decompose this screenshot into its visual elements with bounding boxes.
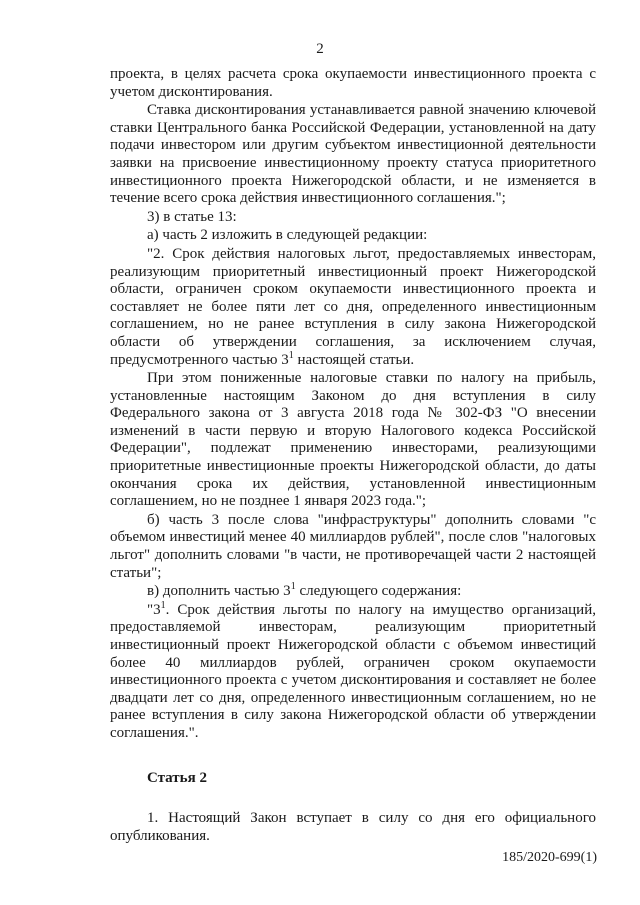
paragraph — [110, 227, 596, 245]
paragraph — [110, 599, 596, 743]
paragraph-text: б) часть 3 после слова "инфраструктуры" дополнить словами "с объемом инвестиций менее 40 миллиардов рублей", после слов "налоговых льгот" дополнить словами "в части, не противоречащей части 2 настоящей статьи"; — [110, 511, 596, 581]
paragraph-text: проекта, в целях расчета срока окупаемости инвестиционного проекта с учетом дисконтирования. — [110, 66, 596, 100]
paragraph — [110, 66, 596, 101]
paragraph-text: "2. Срок действия налоговых льгот, предоставляемых инвесторам, реализующим приоритетный инвестиционный проект Нижегородской области, ограничен сроком окупаемости инвестиционного проекта и составляет не более пяти лет со дня, определенного инвестиционным соглашением, но не ранее вступления в силу закона Нижегородской области об утверждении соглашения, за исключением случая, предусмотренного частью 3 — [110, 245, 596, 368]
article-2-paragraph: 1. Настоящий Закон вступает в силу со дня его официального опубликования. — [110, 810, 596, 844]
article-2-text-block — [110, 810, 596, 845]
paragraph — [110, 209, 596, 227]
paragraph-text-continued: . Срок действия льготы по налогу на имущество организаций, предоставляемой инвесторам, реализующим приоритетный инвестиционный проект Нижегородской области с объемом инвестиций более 40 миллиардов рублей, ограничен сроком окупаемости инвестиционного проекта с учетом дисконтирования и составляет не более двадцати лет со дня, определенного инвестиционным соглашением, но не ранее вступления в силу закона Нижегородской области об утверждении соглашения.". — [110, 601, 596, 741]
paragraph-text: в) дополнить частью 3 — [147, 583, 291, 600]
superscript: 1 — [290, 581, 296, 593]
paragraph-text: При этом пониженные налоговые ставки по налогу на прибыль, установленные настоящим Законом до дня вступления в силу Федерального закона от 3 августа 2018 года № 302-ФЗ "О внесении изменений в части первую и вторую Налогового кодекса Российской Федерации", подлежат применению инвесторами, реализующими приоритетные инвестиционные проекты Нижегородской области, до даты окончания срока их действия, установленной инвестиционным соглашением, но не позднее 1 января 2023 года."; — [110, 370, 596, 510]
paragraph-text: а) часть 2 изложить в следующей редакции: — [147, 227, 428, 244]
paragraph-text-continued: следующего содержания: — [295, 583, 462, 600]
paragraph-text-continued: настоящей статьи. — [293, 351, 415, 368]
document-body — [110, 66, 596, 743]
paragraph — [110, 583, 596, 601]
paragraph — [110, 246, 596, 369]
paragraph-text: Ставка дисконтирования устанавливается равной значению ключевой ставки Центрального банка Российской Федерации, установленной на дату подачи инвестором или другим субъектом инвестиционной деятельности заявки на присвоение инвестиционному проекту статуса приоритетного инвестиционного проекта Нижегородской области, и не изменяется в течение всего срока действия инвестиционного соглашения."; — [110, 102, 596, 207]
page-number: 2 — [316, 41, 324, 57]
paragraph-text: 3) в статье 13: — [147, 208, 237, 225]
paragraph — [110, 370, 596, 511]
paragraph-text: "3 — [147, 601, 161, 618]
paragraph — [110, 102, 596, 208]
article-2-heading: Статья 2 — [147, 770, 207, 786]
superscript: 1 — [160, 599, 166, 611]
paragraph — [110, 512, 596, 582]
document-code: 185/2020-699(1) — [502, 850, 597, 865]
superscript: 1 — [288, 349, 294, 361]
